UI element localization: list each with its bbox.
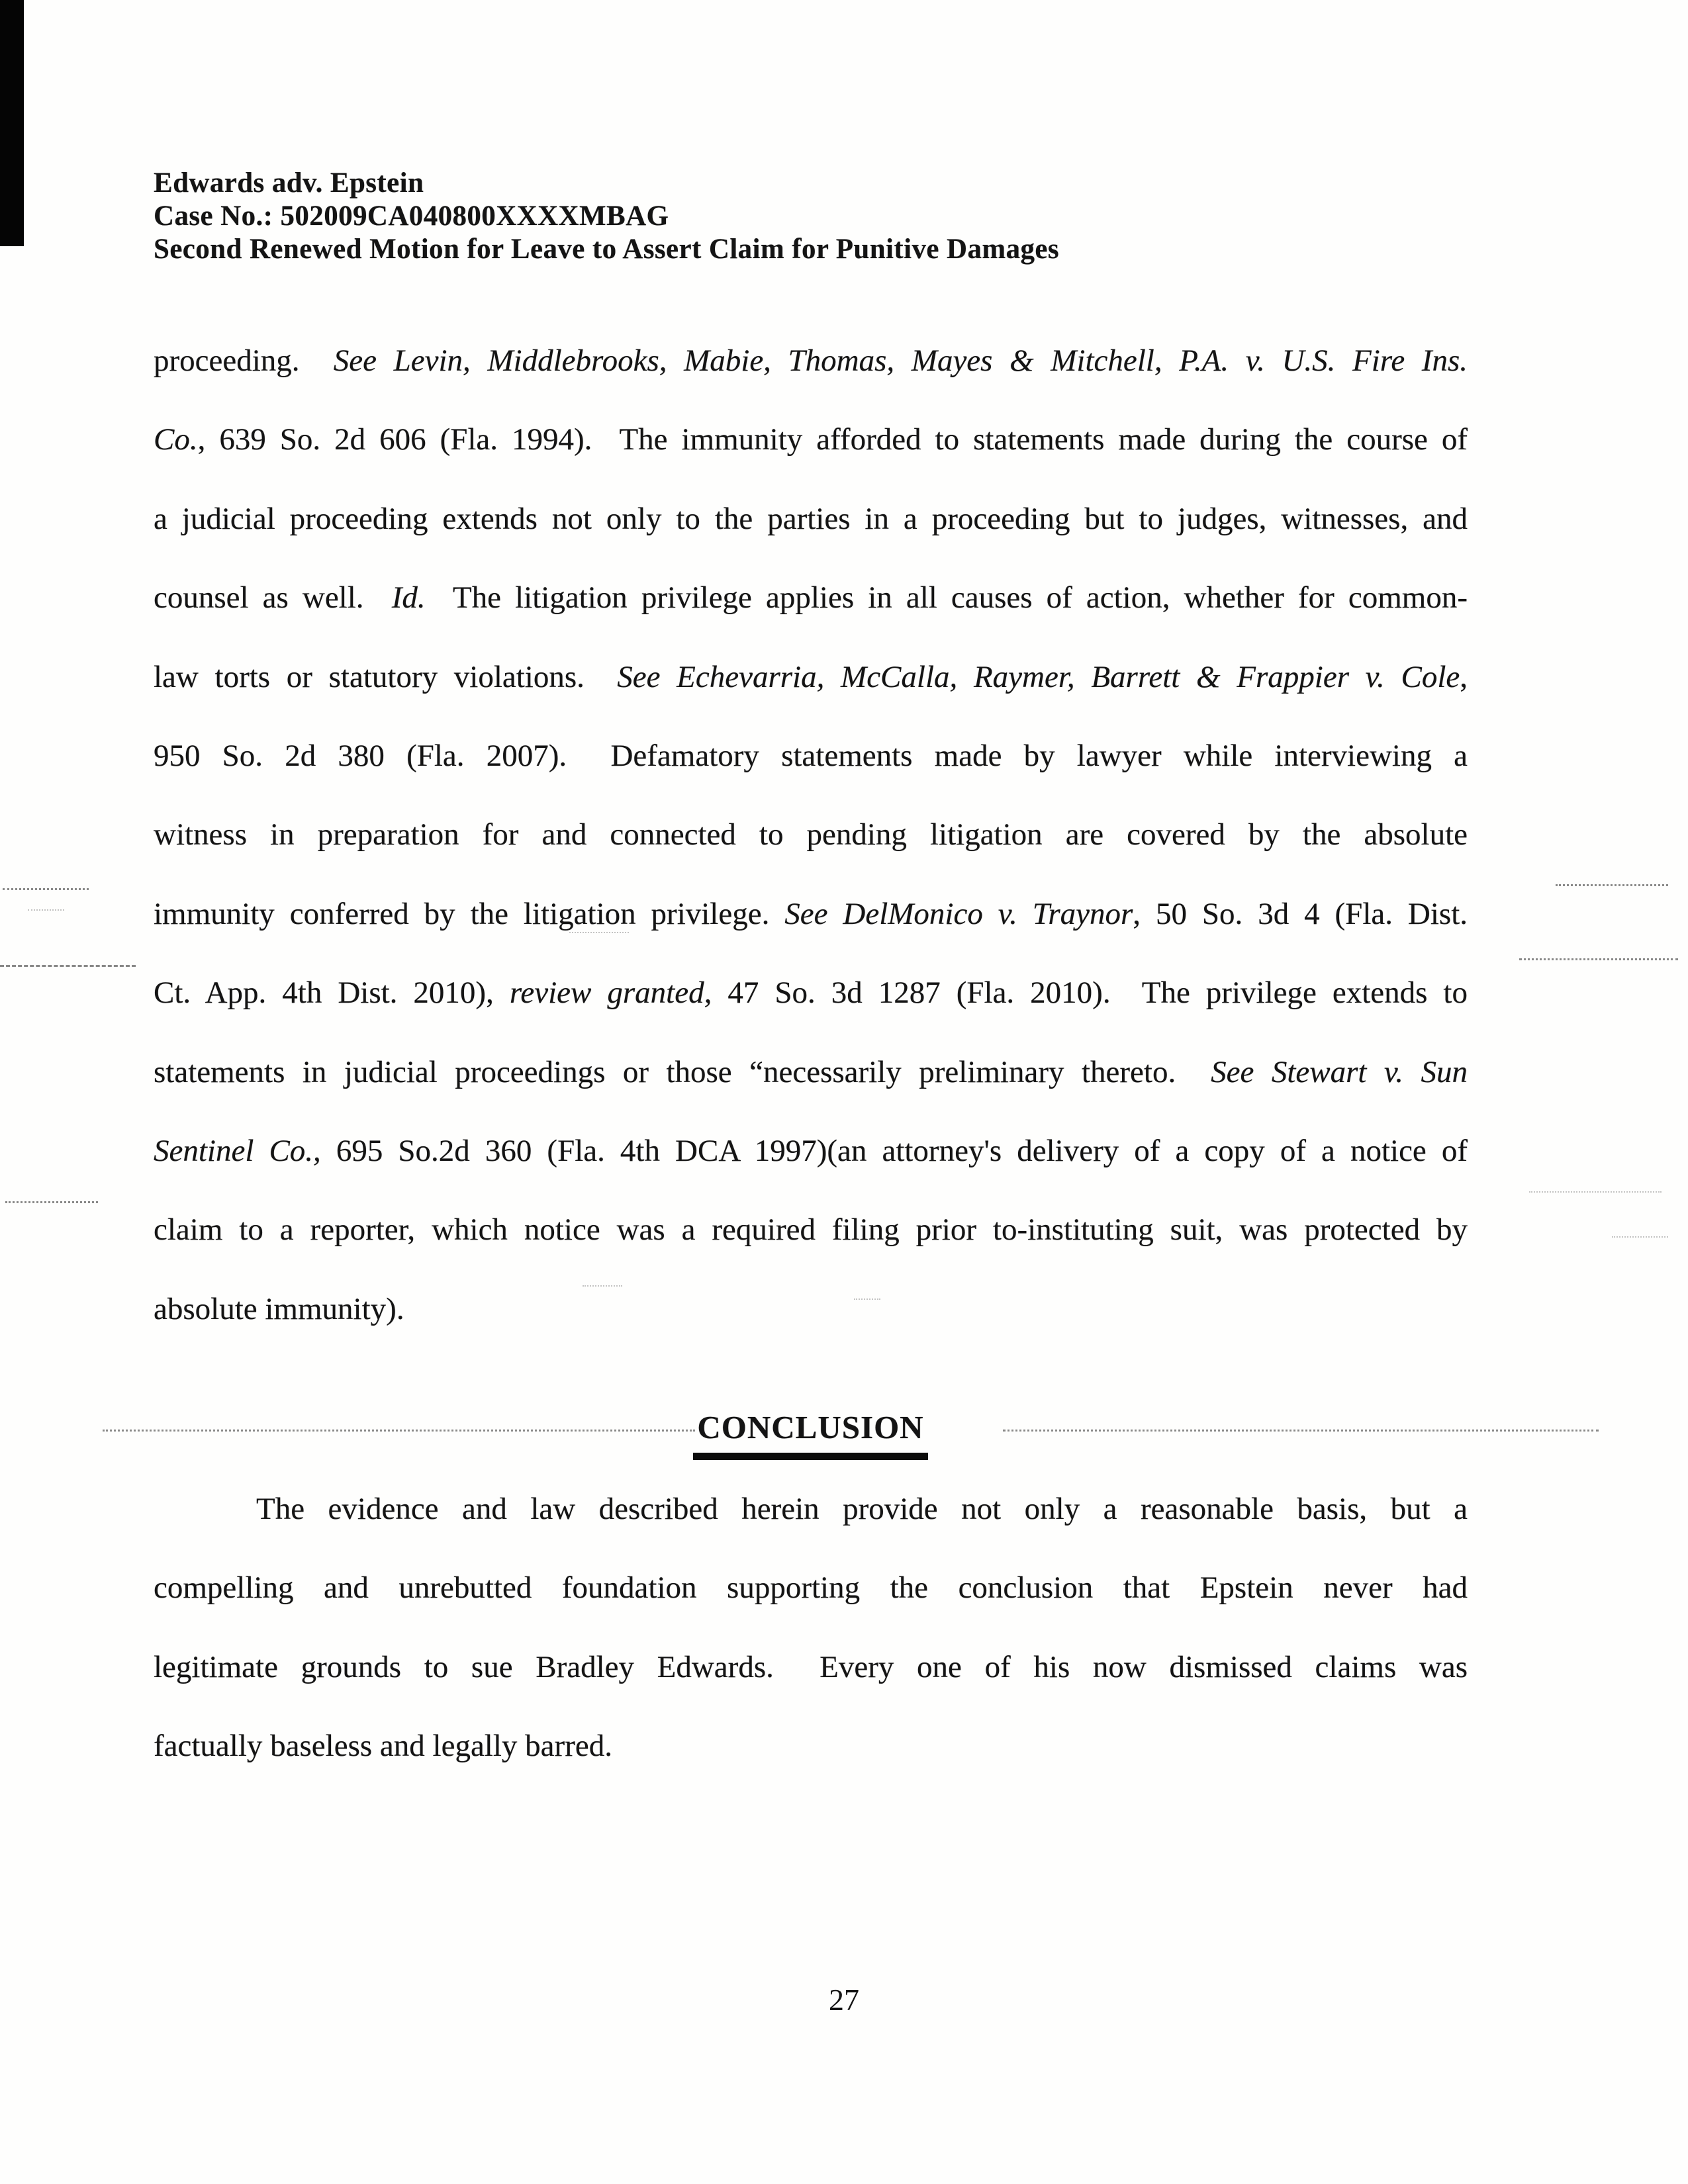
text-line: a judicial proceeding extends not only to the parties in a proceeding but to judges, witnesses, and xyxy=(154,501,1468,536)
scan-noise-artifact xyxy=(103,1430,695,1432)
header-line-party: Edwards adv. Epstein xyxy=(154,167,424,199)
conclusion-paragraph xyxy=(154,1490,1468,1807)
scan-noise-artifact xyxy=(1519,958,1678,960)
scan-noise-artifact xyxy=(0,965,136,967)
page-number: 27 xyxy=(829,1983,859,2017)
document-header xyxy=(154,167,1477,266)
text-line: Sentinel Co., 695 So.2d 360 (Fla. 4th DCA 1997)(an attorney's delivery of a copy of a notice of xyxy=(154,1133,1468,1168)
text-line: immunity conferred by the litigation privilege. See DelMonico v. Traynor, 50 So. 3d 4 (Fla. Dist. xyxy=(154,896,1468,931)
scan-noise-artifact xyxy=(1003,1430,1599,1432)
text-line: 950 So. 2d 380 (Fla. 2007). Defamatory statements made by lawyer while interviewing a xyxy=(154,738,1468,773)
scan-noise-artifact xyxy=(1529,1191,1662,1193)
text-line: statements in judicial proceedings or those “necessarily preliminary thereto. See Stewart v. Sun xyxy=(154,1054,1468,1089)
header-line-case-number: Case No.: 502009CA040800XXXXMBAG xyxy=(154,201,669,232)
scan-noise-artifact xyxy=(1612,1236,1668,1238)
text-line: Ct. App. 4th Dist. 2010), review granted, 47 So. 3d 1287 (Fla. 2010). The privilege extends to xyxy=(154,976,1468,1011)
text-line: counsel as well. Id. The litigation privilege applies in all causes of action, whether for common- xyxy=(154,580,1468,615)
scan-noise-artifact xyxy=(854,1298,880,1300)
scan-noise-artifact xyxy=(1556,884,1668,886)
scan-noise-artifact xyxy=(569,932,629,933)
body-paragraph xyxy=(154,342,1468,1369)
text-line: absolute immunity). xyxy=(154,1291,404,1326)
text-line: witness in preparation for and connected to pending litigation are covered by the absolute xyxy=(154,817,1468,852)
text-line: The evidence and law described herein provide not only a reasonable basis, but a xyxy=(256,1492,1468,1526)
text-line: proceeding. See Levin, Middlebrooks, Mabie, Thomas, Mayes & Mitchell, P.A. v. U.S. Fire Ins. xyxy=(154,343,1468,378)
text-line: law torts or statutory violations. See Echevarria, McCalla, Raymer, Barrett & Frappier v. Cole, xyxy=(154,659,1468,694)
text-line: legitimate grounds to sue Bradley Edwards. Every one of his now dismissed claims was xyxy=(154,1649,1468,1684)
scan-edge-bar-artifact xyxy=(0,0,24,246)
scan-noise-artifact xyxy=(583,1285,622,1287)
text-line: Co., 639 So. 2d 606 (Fla. 1994). The immunity afforded to statements made during the course of xyxy=(154,422,1468,457)
conclusion-heading: CONCLUSION xyxy=(693,1408,927,1460)
scan-noise-artifact xyxy=(3,888,89,890)
text-line: compelling and unrebutted foundation supporting the conclusion that Epstein never had xyxy=(154,1570,1468,1606)
header-line-motion-title: Second Renewed Motion for Leave to Assert Claim for Punitive Damages xyxy=(154,234,1059,265)
conclusion-heading-row xyxy=(154,1408,1468,1460)
text-line: claim to a reporter, which notice was a required filing prior to-instituting suit, was protected by xyxy=(154,1212,1468,1248)
text-line: factually baseless and legally barred. xyxy=(154,1729,612,1764)
scan-noise-artifact xyxy=(28,909,64,911)
scan-noise-artifact xyxy=(5,1201,98,1203)
